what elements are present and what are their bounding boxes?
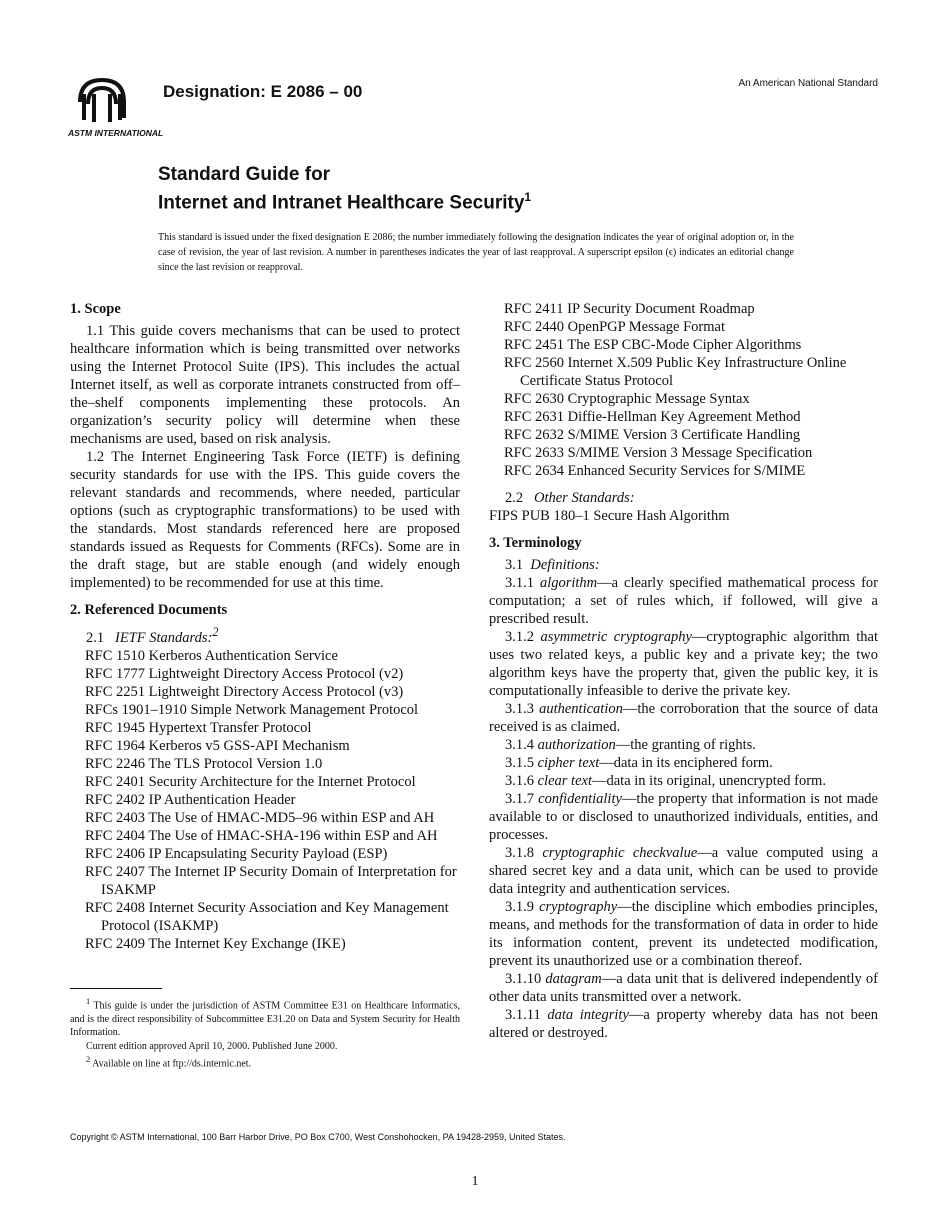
footnote-1: $^1$ This guide is under the jurisdiction of ASTM Committee E31 on Healthcare Informatics, and is the direct responsibility of Subcommittee E31.20 on Data and System Security for Health Information. <box>70 997 460 1039</box>
astm-logo <box>66 74 164 140</box>
definition-text: —cryptographic algorithm that uses two related keys, a public key and a private key; the two algorithm keys have the property that, given the public key, it is computationally infeasible to derive the private key. <box>489 629 878 699</box>
definition-item <box>489 898 878 970</box>
fips-entry: FIPS PUB 180–1 Secure Hash Algorithm <box>489 508 730 524</box>
rfc-entry: RFC 2404 The Use of HMAC-SHA-196 within ESP and AH <box>85 827 438 844</box>
american-national-standard: An American National Standard <box>738 78 878 89</box>
rfc-entry: RFC 2408 Internet Security Association and Key Management Protocol (ISAKMP) <box>85 899 449 934</box>
definition-item <box>489 754 878 772</box>
definition-item <box>489 736 878 754</box>
definition-term: authentication <box>539 701 623 717</box>
rfc-entry: RFC 2631 Diffie-Hellman Key Agreement Method <box>504 409 801 425</box>
definition-number: 3.1.2 <box>505 629 534 645</box>
scope-heading: 1. Scope <box>70 301 121 317</box>
rfc-entry: RFC 2633 S/MIME Version 3 Message Specification <box>504 445 813 461</box>
definitions-list <box>489 574 878 1042</box>
definition-text: —a property whereby data has not been altered or destroyed. <box>489 1007 878 1041</box>
definition-text: —the discipline which embodies principles, means, and methods for the transformation of data in order to hide its information content, prevent its undetected modification, prevent its unauthorized use or a combination thereof. <box>489 899 878 969</box>
definition-text: —data in its enciphered form. <box>599 755 773 771</box>
definition-item <box>489 844 878 898</box>
scope-para-1-1: 1.1 This guide covers mechanisms that can be used to protect healthcare information which is being transmitted over networks using the Internet Protocol Suite (IPS). This includes the actual Internet itself, as well as corporate intranets constructed from off–the–shelf components implementing these protocols. An organization’s security policy will determine when these mechanisms are used, based on risk analysis. <box>70 323 460 447</box>
right-column <box>489 300 878 1042</box>
definition-number: 3.1.7 <box>505 791 534 807</box>
definition-item <box>489 970 878 1006</box>
rfc-entry: RFC 2251 Lightweight Directory Access Protocol (v3) <box>85 683 404 700</box>
definition-text: —a clearly specified mathematical process for computation; a set of rules which, if followed, will give a prescribed result. <box>489 575 878 627</box>
definition-term: cryptography <box>539 899 618 915</box>
title-line-1: Standard Guide for <box>158 164 331 185</box>
definition-item <box>489 700 878 736</box>
definition-term: authorization <box>537 737 616 753</box>
rfc-entry: RFC 2632 S/MIME Version 3 Certificate Handling <box>504 427 801 443</box>
rfc-entry: RFC 2630 Cryptographic Message Syntax <box>504 391 750 407</box>
rfc-entry: RFC 2401 Security Architecture for the Internet Protocol <box>85 773 416 790</box>
page-title <box>158 164 531 214</box>
rfc-entry: RFC 2402 IP Authentication Header <box>85 791 296 808</box>
definition-term: clear text <box>537 773 592 789</box>
definition-text: —the granting of rights. <box>615 737 756 753</box>
definition-term: asymmetric cryptography <box>540 629 692 645</box>
definition-text: —data in its original, unencrypted form. <box>591 773 826 789</box>
definition-number: 3.1.10 <box>505 971 542 987</box>
page-number: 1 <box>471 1174 479 1189</box>
copyright-notice: Copyright © ASTM International, 100 Barr Harbor Drive, PO Box C700, West Conshohocken, PA 19428-2959, United States. <box>70 1132 566 1142</box>
definition-term: confidentiality <box>538 791 622 807</box>
footnote-rule <box>70 988 162 989</box>
rfc-entry: RFC 2246 The TLS Protocol Version 1.0 <box>85 755 323 772</box>
definition-number: 3.1.6 <box>505 773 534 789</box>
definition-term: cryptographic checkvalue <box>542 845 698 861</box>
rfc-entry: RFC 2411 IP Security Document Roadmap <box>504 301 755 317</box>
referenced-docs-heading: 2. Referenced Documents <box>70 602 228 618</box>
definition-term: algorithm <box>539 575 598 591</box>
scope-para-1-2: 1.2 The Internet Engineering Task Force (IETF) is defining security standards for use with the IPS. This guide covers the relevant standards and recommends, where needed, particular options (such as cryptographic transformations) to be used with the standards. Most standards referenced here are proposed standards issued as Requests for Comments (RFCs). Some are in the draft stage, but are stable enough (and widely enough implemented) to be recommended for use at this time. <box>70 449 460 591</box>
rfc-entry: RFC 2403 The Use of HMAC-MD5–96 within ESP and AH <box>85 809 435 826</box>
definition-text: —a data unit that is delivered independently of other data units transmitted over a network. <box>489 971 878 1005</box>
definition-text: —the corroboration that the source of data received is as claimed. <box>489 701 878 735</box>
footnotes <box>70 995 460 1071</box>
definition-item <box>489 628 878 700</box>
rfc-entry: RFC 1945 Hypertext Transfer Protocol <box>85 719 312 736</box>
title-footnote-mark: 1 <box>524 190 532 204</box>
definition-term: datagram <box>545 971 602 987</box>
rfc-entry: RFC 2560 Internet X.509 Public Key Infrastructure Online Certificate Status Protocol <box>504 355 847 389</box>
definition-term: data integrity <box>547 1007 629 1023</box>
definition-number: 3.1.8 <box>505 845 534 861</box>
definition-text: —a value computed using a shared secret key and a data unit, which can be used to provide data integrity and authentication services. <box>489 845 879 897</box>
logo-text: ASTM INTERNATIONAL <box>68 128 164 138</box>
definitions-label: 3.1 Definitions: <box>505 557 600 573</box>
title-line-2: Internet and Intranet Healthcare Security$^1$ <box>158 190 532 214</box>
definition-item <box>489 772 878 790</box>
rfc-entry: RFC 2634 Enhanced Security Services for S/MIME <box>504 463 806 479</box>
rfc-entry: RFC 1964 Kerberos v5 GSS-API Mechanism <box>85 737 350 754</box>
definition-number: 3.1.9 <box>505 899 534 915</box>
rfc-entry: RFC 2406 IP Encapsulating Security Payload (ESP) <box>85 845 388 862</box>
other-standards-label: 2.2 Other Standards: <box>505 490 635 506</box>
issuance-note: This standard is issued under the fixed designation E 2086; the number immediately following the designation indicates the year of original adoption or, in the case of revision, the year of last revision. A number in parentheses indicates the year of last reapproval. A superscript epsilon (ϵ) indicates an editorial change since the last revision or reapproval. <box>158 232 794 273</box>
left-column <box>70 300 460 953</box>
definition-number: 3.1.1 <box>505 575 534 591</box>
definition-item <box>489 574 878 628</box>
rfc-entry: RFC 2440 OpenPGP Message Format <box>504 319 725 335</box>
rfc-entry: RFC 2407 The Internet IP Security Domain of Interpretation for ISAKMP <box>85 863 457 898</box>
definition-item <box>489 790 878 844</box>
rfc-entry: RFC 2451 The ESP CBC-Mode Cipher Algorithms <box>504 337 802 353</box>
footnote-1-approval: Current edition approved April 10, 2000. Published June 2000. <box>86 1040 338 1052</box>
definition-term: cipher text <box>537 755 600 771</box>
rfc-entry: RFC 1777 Lightweight Directory Access Protocol (v2) <box>85 665 404 682</box>
definition-number: 3.1.3 <box>505 701 534 717</box>
definition-number: 3.1.4 <box>505 737 534 753</box>
rfc-list-left <box>70 647 460 953</box>
rfc-entry: RFC 1510 Kerberos Authentication Service <box>85 647 338 664</box>
footnote-2: $^2$ Available on line at ftp://ds.internic.net. <box>86 1055 252 1070</box>
rfc-list-right <box>489 300 878 480</box>
definition-text: —the property that information is not made available to or disclosed to unauthorized individuals, entities, and processes. <box>489 791 878 843</box>
rfc-entry: RFCs 1901–1910 Simple Network Management Protocol <box>85 701 419 718</box>
definition-number: 3.1.5 <box>505 755 534 771</box>
definition-item <box>489 1006 878 1042</box>
terminology-heading: 3. Terminology <box>489 535 582 551</box>
designation: Designation: E 2086 – 00 <box>163 82 363 101</box>
rfc-entry: RFC 2409 The Internet Key Exchange (IKE) <box>85 935 346 952</box>
definition-number: 3.1.11 <box>505 1007 541 1023</box>
ietf-standards-label: 2.1 IETF Standards:$^2$ <box>86 625 219 646</box>
